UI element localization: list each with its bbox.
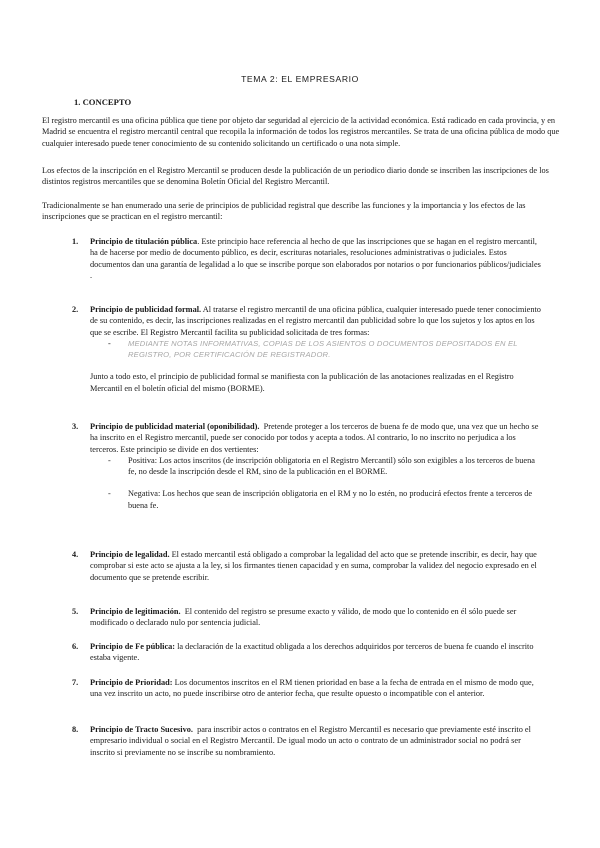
principle-title: Principio de legitimación. (90, 607, 181, 616)
principle-text: Los documentos inscritos en el RM tienen prioridad en base a la fecha de entrada en el mismo de modo que, una vez inscrito un acto, no puede inscribirse otro de anterior fecha, que resulte opuesto o incompatible con el anterior. (90, 678, 534, 699)
principle-number: 7. (72, 678, 79, 687)
principle-item (72, 724, 542, 758)
principle-item (72, 677, 542, 700)
dash-item-text: Positiva: Los actos inscritos (de inscripción obligatoria en el Registro Mercantil) sólo son exigibles a los terceros de buena fe, no desde la inscripción desde el RM, sino de la publicación en el BORME. (128, 455, 535, 477)
principle-number: 2. (72, 305, 79, 314)
dash-list-item: - Positiva: Los actos inscritos (de inscripción obligatoria en el Registro Mercantil) sólo son exigibles a los terceros de buena fe, no desde la inscripción desde el RM, sino de la publicación en el BORME. (108, 455, 535, 477)
principle-text: Este principio hace referencia al hecho de que las inscripciones que se hagan en el registro mercantil, ha de hacerse por medio de documento público, es decir, escrituras notariales, resoluciones administrativas o judiciales. Estos documentos dan una garantía de legalidad a lo que se inscribe porque son elaborados por notarios o por funcionarios públicos/judiciales . (90, 237, 541, 280)
dash-list-item: - Negativa: Los hechos que sean de inscripción obligatoria en el RM y no lo estén, no producirá efectos frente a terceros de buena fe. (108, 489, 533, 510)
document-title: TEMA 2: EL EMPRESARIO (241, 74, 359, 84)
principle-item (72, 304, 542, 394)
principle-item (72, 421, 542, 511)
principle-text: para inscribir actos o contratos en el Registro Mercantil es necesario que previamente esté inscrito el empresario individual o social en el Registro Mercantil. De igual modo un acto o contrato de un administrador social no podrá ser inscrito si previamente no se inscribe su nombramiento. (90, 725, 531, 757)
dash-item-text: Negativa: Los hechos que sean de inscripción obligatoria en el RM y no lo estén, no producirá efectos frente a terceros de buena fe. (128, 489, 533, 510)
principle-text: la declaración de la exactitud obligada a los derechos adquiridos por terceros de buena fe cuando el inscrito estaba vigente. (90, 642, 534, 663)
dash-item-text: MEDIANTE NOTAS INFORMATIVAS, COPIAS DE LOS ASIENTOS O DOCUMENTOS DEPOSITADOS EN EL REGISTRO, POR CERTIFICACIÓN DE REGISTRADOR. (128, 338, 518, 360)
principle-item (72, 549, 542, 583)
principle-number: 3. (72, 422, 79, 431)
principle-text: El estado mercantil está obligado a comprobar la legalidad del acto que se pretende inscribir, es decir, hay que comprobar si este acto se ajusta a la ley, si los firmantes tienen capacidad y en suma, comprobar la validez del negocio expresado en el documento que se pretende escribir. (90, 550, 537, 582)
principle-title: Principio de publicidad formal. (90, 305, 202, 314)
principle-number: 6. (72, 642, 79, 651)
intro-paragraph-1: El registro mercantil es una oficina pública que tiene por objeto dar seguridad al ejercicio de la actividad económica. Está radicado en cada provincia, y en Madrid se encuentra el registro mercantil central que recopila la información de todos los registros mercantiles. Se trata de una oficina pública de modo que cualquier interesado puede tener conocimiento de su contenido solicitando un certificado o una nota simple. (42, 116, 560, 148)
section-heading: 1. CONCEPTO (74, 97, 132, 107)
principle-number: 1. (72, 237, 79, 246)
principle-text: Al tratarse el registro mercantil de una oficina pública, cualquier interesado puede tener conocimiento de su contenido, es decir, las inscripciones realizadas en el registro mercantil dan publicidad sobre lo que los sujetos y los aptos en los que se escribe. El Registro Mercantil facilita su publicidad solicitada de tres formas: (90, 305, 541, 337)
principle-text: El contenido del registro se presume exacto y válido, de modo que lo contenido en él sólo puede ser modificado o declarado nulo por sentencia judicial. (90, 607, 517, 628)
principle-item (72, 236, 542, 281)
principle-separator: . (197, 237, 202, 246)
principle-item (72, 641, 542, 664)
principle-title: Principio de Tracto Sucesivo. (90, 725, 193, 734)
principle-title: Principio de titulación pública (90, 237, 198, 246)
principle-title: Principio de publicidad material (oponibilidad). (90, 422, 260, 431)
principle-text: Pretende proteger a los terceros de buena fe de modo que, una vez que un hecho se ha inscrito en el Registro mercantil, puede ser conocido por todos y acepta a todos. Al contrario, lo no inscrito no perjudica a los terceros. Este principio se divide en dos vertientes: (90, 422, 539, 454)
principle-number: 4. (72, 550, 79, 559)
principle-title: Principio de Fe pública: (90, 642, 176, 651)
principle-number: 8. (72, 725, 79, 734)
intro-paragraph-2: Los efectos de la inscripción en el Registro Mercantil se producen desde la publicación de un periodico diario donde se inscriben las inscripciones de los distintos registros mercantiles que se denomina Boletín Oficial del Registro Mercantil. (42, 166, 549, 187)
principle-item (72, 606, 542, 629)
principle-title: Principio de Prioridad: (90, 678, 173, 687)
principle-followup-text: Junto a todo esto, el principio de publicidad formal se manifiesta con la publicación de las anotaciones realizadas en el Registro Mercantil en el boletín oficial del mismo (BORME). (90, 372, 514, 393)
principle-number: 5. (72, 607, 79, 616)
dash-list-item: - MEDIANTE NOTAS INFORMATIVAS, COPIAS DE LOS ASIENTOS O DOCUMENTOS DEPOSITADOS EN EL REGISTRO, POR CERTIFICACIÓN DE REGISTRADOR. (108, 338, 518, 360)
principle-title: Principio de legalidad. (90, 550, 170, 559)
intro-paragraph-3: Tradicionalmente se han enumerado una serie de principios de publicidad registral que describe las funciones y la importancia y los efectos de las inscripciones que se practican en el registro mercantil: (42, 201, 526, 222)
